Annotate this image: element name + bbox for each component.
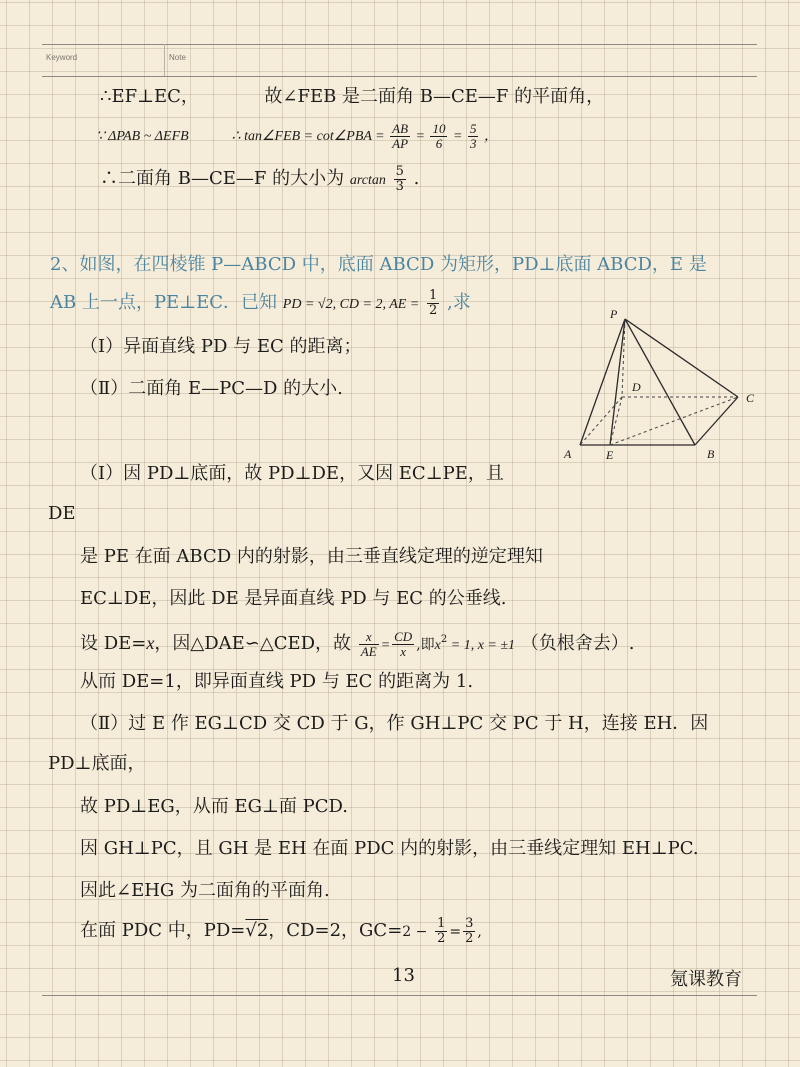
- problem-line-1: 2、如图，在四棱锥 P—ABCD 中，底面 ABCD 为矩形，PD⊥底面 ABCD，E 是: [50, 254, 707, 275]
- fraction-gc-3-2: $\frac{3}{2}$: [465, 915, 474, 946]
- problem-line-2: AB 上一点，PE⊥EC．已知 PD = √2, CD = 2, AE = $\frac{1}{2}$ ,求: [50, 287, 471, 318]
- because-clause: ∵ ΔPAB ~ ΔEFB: [96, 129, 189, 144]
- label-c: C: [746, 391, 755, 405]
- keyword-label: Keyword: [46, 53, 78, 62]
- fraction-x-ae: $\frac{x}{AE}$: [360, 628, 377, 659]
- edge-pa: [580, 319, 625, 445]
- question-2: （Ⅱ）二面角 E—PC—D 的大小.: [80, 378, 343, 399]
- edge-pe: [610, 319, 625, 445]
- solution-line-6: （Ⅱ）过 E 作 EG⊥CD 交 CD 于 G，作 GH⊥PC 交 PC 于 H，连接 EH．因: [80, 713, 709, 734]
- conclusion-text: ∴二面角 B—CE—F 的大小为: [100, 168, 345, 189]
- solution-line-5: 从而 DE=1，即异面直线 PD 与 EC 的距离为 1.: [80, 671, 474, 692]
- brand-name: 氪课教育: [670, 969, 742, 990]
- label-p: P: [610, 307, 618, 321]
- header-top-rule: [42, 44, 757, 45]
- fraction-1-2: $\frac{1}{2}$: [429, 287, 438, 318]
- fraction-gc-1-2: $\frac{1}{2}$: [437, 915, 446, 946]
- label-b: B: [707, 447, 715, 461]
- solution-line-1: （Ⅰ）因 PD⊥底面，故 PD⊥DE，又因 EC⊥PE，且: [80, 463, 504, 484]
- solution-line-4: 设 DE=x，因△DAE∽△CED，故 $\frac{x}{AE}$ = $\frac{CD}{x}$ ,即$x^2 = 1$, x = ±1 （负根舍去）.: [80, 628, 635, 659]
- arctan-label: arctan: [349, 173, 386, 188]
- fraction-arctan-5-3: $\frac{5}{3}$: [395, 163, 404, 194]
- prev-line-3: ∴二面角 B—CE—F 的大小为 arctan $\frac{5}{3}$ .: [100, 163, 420, 194]
- note-label: Note: [169, 53, 186, 62]
- solution-line-11: 在面 PDC 中，PD=√2，CD=2，GC=2 − $\frac{1}{2}$ = $\frac{3}{2}$ ,: [80, 915, 482, 946]
- fraction-10-6: $\frac{10}{6}$: [432, 121, 446, 152]
- label-e: E: [606, 448, 614, 462]
- prev-line-1: [100, 86, 604, 108]
- solution-line-2: 是 PE 在面 ABCD 内的射影，由三垂直线定理的逆定理知: [80, 546, 543, 567]
- fraction-5-3: $\frac{5}{3}$: [469, 121, 477, 152]
- header-separator: [164, 44, 165, 77]
- pyramid-figure: [560, 305, 760, 465]
- edge-pc: [625, 319, 738, 397]
- prev-line-2: ∵ ΔPAB ~ ΔEFB ∴ tan∠FEB = cot∠PBA = $\frac{AB}{AP}$ = $\frac{10}{6}$ = $\frac{5}{3}$ ，: [96, 121, 498, 152]
- question-1: （Ⅰ）异面直线 PD 与 EC 的距离；: [80, 336, 362, 357]
- header-bottom-rule: [42, 76, 757, 77]
- fraction-ab-ap: $\frac{AB}{AP}$: [392, 121, 409, 152]
- solution-line-7: PD⊥底面，: [48, 753, 146, 774]
- fraction-cd-x: $\frac{CD}{x}$: [394, 628, 413, 659]
- edge-de: [610, 397, 622, 445]
- prev-line-1-a: ∴EF⊥EC，: [100, 86, 199, 107]
- given-values: PD = √2, CD = 2, AE =: [282, 297, 420, 312]
- prev-line-1-b: 故∠FEB 是二面角 B—CE—F 的平面角，: [264, 86, 605, 107]
- label-a: A: [564, 447, 572, 461]
- label-d: D: [632, 380, 641, 394]
- solution-line-10: 因此∠EHG 为二面角的平面角.: [80, 880, 330, 901]
- solution-line-9: 因 GH⊥PC，且 GH 是 EH 在面 PDC 内的射影，由三垂线定理知 EH⊥PC.: [80, 838, 699, 859]
- edge-ec: [610, 397, 738, 445]
- page-number: 13: [392, 965, 415, 986]
- sqrt-2: √2: [245, 920, 269, 941]
- edge-bc: [695, 397, 738, 445]
- therefore-clause: ∴ tan∠FEB = cot∠PBA =: [231, 129, 385, 144]
- solution-line-8: 故 PD⊥EG，从而 EG⊥面 PCD.: [80, 796, 348, 817]
- solution-line-3: EC⊥DE，因此 DE 是异面直线 PD 与 EC 的公垂线.: [80, 588, 507, 609]
- footer-rule: [42, 995, 757, 996]
- solution-line-1b: DE: [48, 503, 76, 524]
